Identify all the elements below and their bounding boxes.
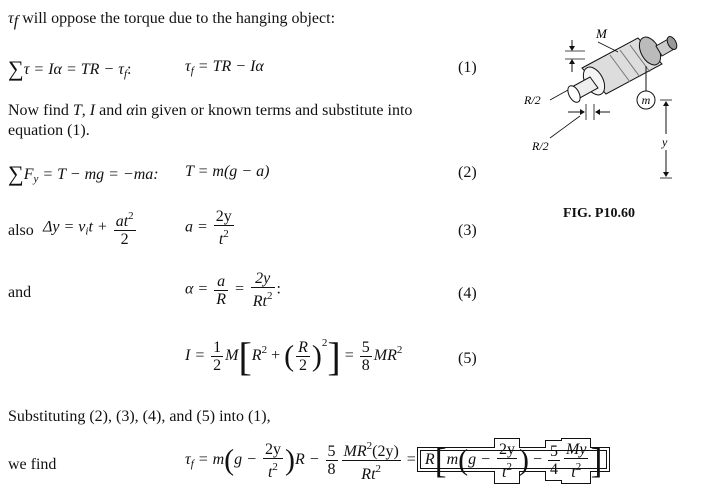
- eq1-rhs: [185, 58, 264, 77]
- find-text-a: Now find: [8, 102, 73, 119]
- label-M: M: [596, 26, 607, 41]
- find-I: I: [89, 102, 96, 119]
- eq3-lhs: [43, 208, 138, 248]
- final-tau: τ: [185, 451, 191, 469]
- find-line-2: equation (1).: [8, 122, 90, 139]
- eq2-sub: y: [33, 173, 39, 185]
- eq3-lhs-sub: i: [85, 225, 89, 238]
- find-alpha: α: [126, 102, 135, 119]
- final-equation: $\tau_f = m(g$ − $\frac{2y}{t^2}$ )R − $\frac{5}{8}$ $\frac{MR^2(2y)}{Rt^2}$ = R[m(g − $\frac{2y}{t^2}$ ) − $\frac{5}{4}$ $\frac{My}{t^2}$ ]: [185, 438, 607, 483]
- eq1-lhs-sub: f: [123, 68, 127, 80]
- eq5-M: M: [225, 347, 239, 365]
- label-y: y: [662, 135, 668, 149]
- eq3-rhs-a: a =: [185, 218, 212, 236]
- eq5-paren-close: ): [311, 339, 322, 373]
- find-line-1: [8, 102, 412, 120]
- find-text-b: ,: [81, 102, 90, 119]
- figure-caption: FIG. P10.60: [563, 206, 635, 221]
- eq5-frac58: $\frac{5}{8}$: [361, 339, 370, 374]
- eq1-lhs-tail: :: [127, 61, 132, 78]
- eq5-R: R: [251, 347, 262, 365]
- find-text-d: in given or known terms and substitute into: [134, 102, 413, 119]
- eq1-rhs-text: = TR − Iα: [193, 58, 264, 75]
- sum-symbol: ∑: [8, 56, 24, 81]
- eq5-bracket-open: [: [238, 334, 252, 379]
- eq5-I: I =: [185, 347, 210, 365]
- intro-text: will oppose the torque due to the hanging object:: [18, 10, 336, 27]
- intro-line: [8, 10, 335, 31]
- eq1-lhs: [8, 56, 131, 82]
- eq4-number: (4): [458, 285, 477, 302]
- eq4-tail: :: [276, 280, 281, 298]
- eq5-frac-half: $\frac{1}{2}$: [213, 339, 222, 374]
- substituting-line: Substituting (2), (3), (4), and (5) into (1),: [8, 408, 271, 425]
- eq5-MR: MR: [373, 347, 397, 365]
- eq3-rhs: [185, 208, 236, 248]
- label-R2-top: R/2: [524, 93, 541, 107]
- tau-symbol: τ: [8, 10, 14, 27]
- eq2-rhs: T = m(g − a): [185, 163, 270, 180]
- eq1-rhs-tau: τ: [185, 58, 191, 75]
- eq2-lhs-tail: = T − mg = −ma:: [38, 166, 159, 183]
- sum-symbol-2: ∑: [8, 161, 24, 186]
- eq5-paren-open: (: [284, 339, 295, 373]
- label-R2-bottom: R/2: [532, 139, 549, 153]
- eq5-rhs: I = $\frac{1}{2}$ $M[R^2$ + ( $\frac{R}{2}$ )$^2$] = $\frac{5}{8}$ $MR^2$: [185, 334, 403, 379]
- eq4-frac1: $\frac{a}{R}$: [216, 272, 226, 308]
- eq3-frac2: $\frac{2y}{t^2}$: [215, 208, 232, 248]
- eq1-lhs-text: τ = Iα = TR − τ: [23, 61, 124, 78]
- mass-label: m: [641, 93, 651, 107]
- figure-p10-60: [510, 20, 695, 190]
- eq5-fracR: $\frac{R}{2}$: [298, 339, 308, 374]
- final-answer-box: R[m(g − $\frac{2y}{t^2}$ ) − $\frac{5}{4}$ $\frac{My}{t^2}$ ]: [420, 450, 608, 469]
- final-label: we find: [8, 456, 57, 473]
- tau-sub: f: [13, 13, 19, 30]
- eq3-label: also: [8, 222, 34, 239]
- eq5-bracket-close: ]: [327, 334, 341, 379]
- eq2-F: F: [23, 166, 34, 183]
- eq4-eq: =: [229, 280, 249, 298]
- eq3-frac1: $\frac{at^2}{2}$: [115, 210, 134, 248]
- eq4-label: and: [8, 284, 32, 301]
- eq5-number: (5): [458, 350, 477, 367]
- eq4-rhs-a: α =: [185, 280, 213, 298]
- eq1-rhs-sub: f: [190, 65, 194, 77]
- eq4-frac2: $\frac{2y}{Rt^2}$: [252, 270, 273, 310]
- eq3-lhs-b: t +: [88, 218, 112, 236]
- find-text-c: and: [95, 102, 127, 119]
- find-T: T: [72, 102, 82, 119]
- eq1-number: (1): [458, 59, 477, 76]
- eq3-number: (3): [458, 222, 477, 239]
- eq2-lhs: [8, 161, 159, 187]
- eq3-lhs-a: Δy = v: [43, 218, 86, 236]
- eq2-number: (2): [458, 164, 477, 181]
- eq4-rhs: [185, 270, 281, 310]
